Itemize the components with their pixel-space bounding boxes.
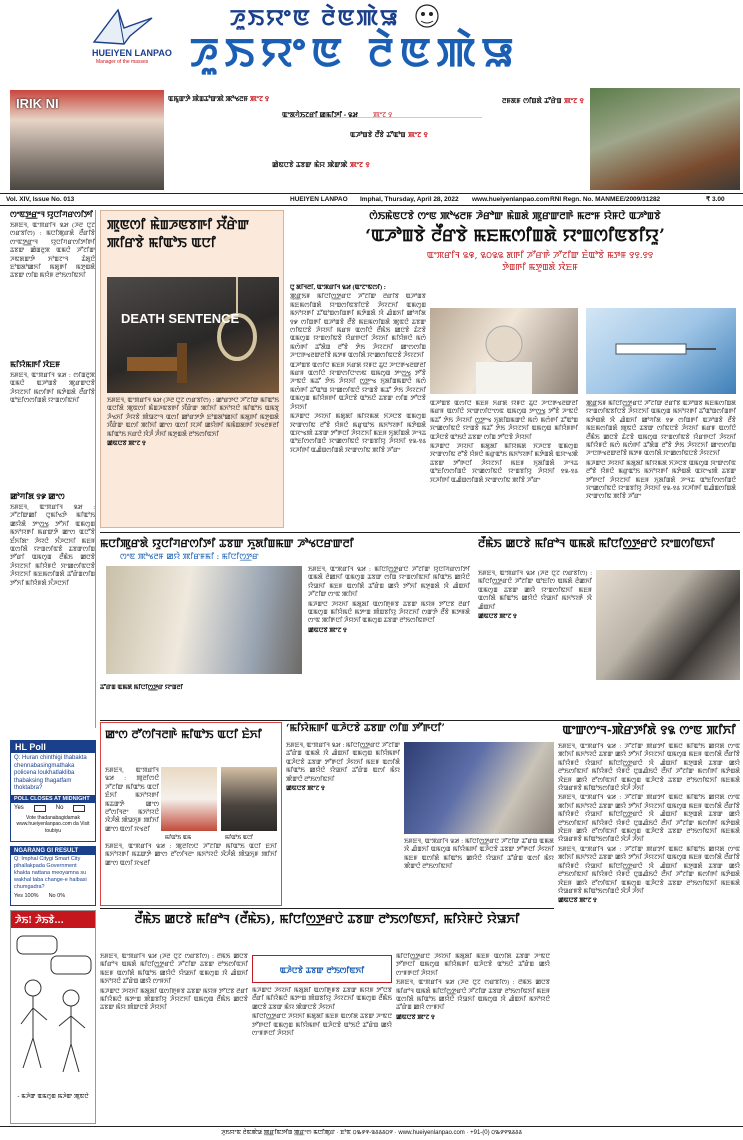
left-item-2[interactable] — [10, 360, 95, 490]
cartoon-caption: - ꯃꯍꯥꯛ ꯑꯃꯁꯨꯡ ꯃꯍꯥꯛ ꯄꯨꯟꯅꯥ — [17, 1093, 89, 1100]
title-top: ꯍꯨꯏꯌꯦꯟ ꯂꯥꯟꯄꯥꯎ — [230, 5, 400, 31]
bb2-body: ꯏꯝꯐꯥꯜ, ꯑꯦꯞꯔꯤꯜ ꯲꯷ : ꯃꯤꯅꯤꯁ꯭ꯇꯔꯅꯥ ꯍꯧꯖꯤꯛ ꯊꯧꯔꯥꯡ ꯑꯃꯗꯥ ꯋꯥ ꯉꯥꯡꯈꯤ ꯑꯃꯁꯨꯡ ꯃꯤꯌꯥꯃꯒꯤ ꯑꯍꯥꯅꯕꯥ ꯊꯕꯛ ꯇꯧꯒꯅꯤ ꯍꯥꯌꯈꯤ ꯃꯐꯝ ꯑꯁꯤꯗꯥ ꯃꯤꯑꯣꯏ ꯀꯌꯥꯅꯥ ꯌꯥꯎꯈꯤ ꯊꯧꯔꯥꯡ ꯑꯁꯤ ꯃꯥꯌ ꯄꯥꯛꯅꯥ ꯂꯣꯏꯁꯤꯟꯈꯤ — [286, 742, 400, 783]
cartoon-box — [10, 910, 96, 1124]
lead-body-b: ꯑꯍꯣꯡꯕꯥ ꯑꯁꯤꯅꯥ ꯃꯐꯝ ꯈꯔꯗꯥ ꯌꯥꯝꯅꯥ ꯊꯨꯅꯥ ꯍꯦꯅꯒꯠꯂꯛꯂꯤ ꯃꯔꯝ ꯑꯁꯤꯅꯥ ꯋꯦꯛꯁꯤꯅꯦꯁꯟ ꯑꯃꯁꯨꯡ ꯇꯦꯁ꯭ꯠ ꯇꯧꯕꯥ ꯍꯦꯟꯅꯥ ꯃꯊꯧ ꯇꯥꯏ ꯍꯥꯌꯈꯤ ꯁ꯭ꯇꯦꯠ ꯈꯨꯗꯤꯡꯃꯛꯅꯥ ꯃꯁꯥ ꯃꯁꯥꯒꯤ ꯊꯧꯑꯣꯡ ꯆꯦꯀꯁꯤꯟꯅꯥ ꯌꯦꯡꯕꯥ ꯃꯊꯧ ꯇꯥꯏ ꯍꯥꯌꯖꯈꯤ ꯑꯃꯁꯨꯡ ꯃꯤꯌꯥꯝꯒꯤ ꯑꯍꯥꯅꯕꯥ ꯑꯣꯏꯅꯥ ꯊꯕꯛ ꯁꯤꯡ ꯇꯧꯅꯕꯥ ꯍꯥꯌꯈꯤ — [290, 361, 426, 411]
left-column — [10, 210, 96, 728]
lead-kicker: ꯁꯥꯏꯃꯥꯟꯅꯕꯥ ꯁꯦꯟ ꯄꯣꯠꯂꯝ ꯍꯥꯔꯣꯛ ꯃꯥꯡꯗꯥ ꯄꯨꯔꯛꯂꯒꯥ ꯃꯂꯦꯝ ꯌꯥꯝꯅꯥ ꯑꯍꯣꯡꯕꯥ — [369, 211, 661, 222]
lead-body-a: ꯄ꯭ꯔꯥꯏꯝ ꯃꯤꯅꯤꯁ꯭ꯇꯔꯅꯥ ꯍꯧꯖꯤꯛ ꯂꯩꯔꯤꯕꯥ ꯑꯍꯣꯡꯕꯥ ꯃꯐꯃꯁꯤꯡꯗꯥ ꯌꯦꯡꯁꯤꯟꯕꯤꯅꯕꯥ ꯍꯥꯌꯖꯈꯤ ꯑꯃꯁꯨꯡ ꯃꯈꯣꯌꯒꯤ ꯊꯧꯑꯣꯡꯁꯤꯡꯒꯤ ꯃꯇꯥꯡꯗꯥ ꯋꯥ ꯉꯥꯡꯈꯤ ꯀꯣꯚꯤꯗ ꯱꯹ ꯁꯤꯡꯒꯤ ꯑꯍꯣꯡꯕꯥ ꯂꯩꯕꯥ ꯃꯐꯃꯁꯤꯡꯗꯥ ꯄꯨꯟꯅꯥ ꯊꯕꯛ ꯁꯤꯟꯅꯕꯥ ꯍꯥꯌꯈꯤ ꯃꯔꯝ ꯑꯁꯤꯅꯥ ꯂꯩꯃꯥꯏ ꯀꯅꯕꯥ ꯊꯥꯖꯕꯥ ꯑꯃꯁꯨꯡ ꯌꯦꯡꯁꯤꯟꯕꯥ ꯌꯥꯔꯒꯅꯤ ꯍꯥꯌꯈꯤ ꯃꯤꯌꯥꯝꯅꯥ ꯃꯁꯥ ꯃꯁꯥꯒꯤ ꯊꯧꯗꯥꯡ ꯂꯧꯕꯥ ꯇꯥꯏ ꯍꯥꯌꯖꯈꯤ ꯀꯦꯁꯁꯤꯡ ꯍꯦꯅꯒꯠꯂꯛꯂꯤꯕꯥ ꯃꯇꯝ ꯑꯁꯤꯗꯥ ꯆꯦꯀꯁꯤꯟꯅꯕꯥ ꯍꯥꯌꯖꯈꯤ — [290, 293, 426, 360]
teaser-text-4[interactable] — [502, 96, 588, 106]
bottom-story-subbox — [252, 955, 392, 983]
crane-logo — [88, 6, 158, 48]
bb3-headline: ꯑꯦꯛꯁꯦꯜ-ꯄꯥꯔꯇꯤꯗꯥ ꯱꯲ ꯁꯦꯟ ꯄꯤꯈꯤ — [562, 723, 736, 737]
bottom-story-headline: ꯂꯩꯃꯥꯏ ꯀꯅꯕꯥ ꯃꯤꯔꯣꯜ (ꯂꯩꯃꯥꯏ), ꯃꯤꯅꯤꯁ꯭ꯇꯔꯅꯥ ꯊꯕꯛ ꯂꯣꯏꯁꯤꯟꯈꯤ, ꯃꯤꯌꯥꯝꯅꯥ ꯌꯥꯎꯈꯤ — [134, 912, 520, 926]
bb3-body: ꯏꯝꯐꯥꯜ, ꯑꯦꯞꯔꯤꯜ ꯲꯷ : ꯍꯧꯖꯤꯛ ꯄꯥꯔꯇꯤ ꯑꯃꯅꯥ ꯃꯤꯑꯣꯏ ꯀꯌꯥꯗꯥ ꯁꯦꯟ ꯄꯤꯈꯤ ꯃꯈꯣꯌꯅꯥ ꯊꯕꯛ ꯀꯌꯥ ꯇꯧꯈꯤ ꯍꯥꯌꯖꯈꯤ ꯑꯃꯁꯨꯡ ꯃꯐꯝ ꯑꯁꯤꯗꯥ ꯂꯩꯔꯤꯕꯥ ꯃꯤꯌꯥꯝꯅꯥ ꯌꯥꯎꯈꯤ ꯃꯤꯅꯤꯁ꯭ꯇꯔꯅꯥ ꯋꯥ ꯉꯥꯡꯈꯤ ꯃꯇꯨꯡꯗꯥ ꯊꯕꯛ ꯀꯌꯥ ꯂꯣꯏꯁꯤꯟꯈꯤ ꯃꯤꯌꯥꯝꯅꯥ ꯌꯥꯝꯅꯥ ꯅꯨꯡꯉꯥꯏꯅꯥ ꯂꯩꯈꯤ ꯍꯧꯖꯤꯛ ꯃꯁꯤꯒꯤ ꯃꯇꯥꯡꯗꯥ ꯋꯥꯐꯝ ꯀꯌꯥ ꯂꯧꯁꯤꯟꯈꯤ ꯑꯃꯁꯨꯡ ꯑꯍꯥꯅꯕꯥ ꯊꯕꯛ ꯂꯣꯏꯁꯤꯟꯈꯤ ꯃꯐꯃꯗꯥ ꯌꯥꯎꯔꯝꯕꯥ ꯃꯤꯑꯣꯏꯁꯤꯡꯅꯥ ꯋꯥꯍꯪ ꯍꯪꯈꯤ — [558, 743, 740, 793]
teaser-strip — [0, 84, 743, 194]
hl-poll-yes-label: Yes — [14, 805, 24, 811]
syringe-icon — [586, 308, 736, 394]
hl-poll-question: Q: Huran chinthigi thabakta chennabasingmathaka policena loukhatlakliba thabaksing thagatfam thoktabra? — [14, 755, 87, 791]
dateline-web[interactable]: www.hueiyenlanpao.com — [472, 196, 550, 203]
left-item-3-head: ꯀꯣꯚꯤꯗ ꯱꯹ ꯀꯦꯁ — [10, 492, 65, 501]
mid-right-photo[interactable] — [596, 570, 740, 680]
bb1-body: ꯏꯝꯐꯥꯜ, ꯑꯦꯞꯔꯤꯜ ꯲꯷ : ꯄꯨꯂꯤꯁꯅꯥ ꯍꯧꯖꯤꯛ ꯃꯤꯑꯣꯏ ꯑꯅꯤ ꯐꯥꯈꯤ ꯃꯈꯣꯌꯒꯤ ꯃꯊꯛꯇꯥ ꯀꯦꯁ ꯂꯧꯁꯤꯜꯂꯦ ꯃꯈꯣꯌꯅꯥ ꯋꯥꯍꯪꯗꯥ ꯄꯥꯎꯈꯨꯝ ꯄꯤꯈꯤ ꯀꯦꯁ ꯑꯁꯤ ꯆꯠꯂꯤ — [105, 767, 159, 833]
teaser-4-text: ꯂꯝꯗꯝ ꯁꯤꯡꯗꯥ ꯊꯧꯔꯥꯡ — [502, 96, 562, 105]
cartoon-drawing — [11, 928, 95, 1088]
bottom-story-cont: ꯀꯥꯟꯅꯕꯥ ꯄꯦꯖ ꯱ — [396, 1013, 435, 1021]
teaser-3-text: ꯀꯥꯟꯅꯕꯥ ꯊꯕꯛ ꯃꯥꯌ ꯄꯥꯛꯄꯥ — [272, 160, 348, 169]
mid-right-cont: ꯀꯥꯟꯅꯕꯥ ꯄꯦꯖ ꯱ — [478, 613, 517, 621]
title-main: ꯍꯨꯏꯌꯦꯟ ꯂꯥꯟꯄꯥꯎ — [190, 29, 520, 76]
teaser-1-text: ꯑꯃꯨꯛꯇꯥ ꯄꯥꯡꯊꯣꯛꯄꯥ ꯄꯣꯠꯂꯝ — [168, 95, 249, 103]
mid-left-headline: ꯃꯅꯤꯄꯨꯔꯗꯥ ꯌꯨꯅꯤꯚꯔꯁꯤꯇꯤ ꯊꯕꯛ ꯈꯨꯗꯤꯡꯃꯛ ꯍꯣꯠꯅꯔꯛꯂꯤ — [100, 537, 354, 550]
hl-poll — [10, 740, 96, 842]
lead-body-c-2: ꯃꯍꯥꯛꯅꯥ ꯍꯥꯌꯈꯤ ꯃꯗꯨꯗꯤ ꯃꯤꯌꯥꯃꯗꯥ ꯈꯪꯍꯅꯕꯥ ꯑꯃꯁꯨꯡ ꯋꯦꯛꯁꯤꯟ ꯂꯧꯕꯥ ꯌꯥꯝꯅꯥ ꯃꯔꯨꯑꯣꯏ ꯃꯈꯣꯌꯒꯤ ꯃꯇꯥꯡꯗꯥ ꯑꯆꯦꯠꯄꯥ ꯊꯕꯛ ꯇꯧꯒꯅꯤ ꯍꯥꯌꯖꯈꯤ ꯃꯐꯝ ꯈꯨꯗꯤꯡꯗꯥ ꯍꯦꯜꯊ ꯑꯣꯐꯤꯁꯁꯤꯡꯅꯥ ꯆꯦꯀꯁꯤꯟꯅꯥ ꯌꯦꯡꯕꯤꯌꯨ ꯍꯥꯌꯈꯤ ꯱꯲-꯱꯴ ꯆꯍꯤꯒꯤ ꯑꯉꯥꯡꯁꯤꯡꯗꯥ ꯋꯦꯛꯁꯤꯟ ꯄꯤꯕꯥ ꯍꯧꯔꯦ — [430, 443, 578, 484]
bottom-story-body2-b: ꯃꯍꯥꯛꯅꯥ ꯍꯥꯌꯈꯤ ꯃꯗꯨꯗꯤ ꯑꯁꯤꯒꯨꯝꯕꯥ ꯊꯕꯛ ꯃꯌꯥꯝ ꯇꯧꯅꯕꯥ ꯂꯩꯔꯤ ꯃꯤꯌꯥꯃꯅꯥ ꯃꯇꯦꯡ ꯄꯥꯡꯕꯤꯌꯨ ꯍꯥꯌꯖꯈꯤ ꯑꯃꯁꯨꯡ ꯂꯩꯃꯥꯏ ꯀꯅꯕꯥ ꯊꯕꯛ ꯃꯥꯌ ꯄꯥꯛꯅꯕꯥ ꯍꯥꯌꯈꯤ — [252, 987, 392, 1011]
bb1-body-2: ꯏꯝꯐꯥꯜ, ꯑꯦꯞꯔꯤꯜ ꯲꯷ : ꯄꯨꯂꯤꯁꯅꯥ ꯍꯧꯖꯤꯛ ꯃꯤꯑꯣꯏ ꯑꯅꯤ ꯐꯥꯈꯤ ꯃꯈꯣꯌꯒꯤ ꯃꯊꯛꯇꯥ ꯀꯦꯁ ꯂꯧꯁꯤꯜꯂꯦ ꯃꯈꯣꯌꯅꯥ ꯋꯥꯍꯪꯗꯥ ꯄꯥꯎꯈꯨꯝ ꯄꯤꯈꯤ ꯀꯦꯁ ꯑꯁꯤ ꯆꯠꯂꯤ — [105, 843, 277, 867]
death-sentence-box[interactable] — [100, 210, 284, 528]
bottom-story-body2: ꯃꯍꯥꯛꯅꯥ ꯍꯥꯌꯈꯤ ꯃꯗꯨꯗꯤ ꯑꯁꯤꯒꯨꯝꯕꯥ ꯊꯕꯛ ꯃꯌꯥꯝ ꯇꯧꯅꯕꯥ ꯂꯩꯔꯤ ꯃꯤꯌꯥꯃꯅꯥ ꯃꯇꯦꯡ ꯄꯥꯡꯕꯤꯌꯨ ꯍꯥꯌꯖꯈꯤ ꯑꯃꯁꯨꯡ ꯂꯩꯃꯥꯏ ꯀꯅꯕꯥ ꯊꯕꯛ ꯃꯥꯌ ꯄꯥꯛꯅꯕꯥ ꯍꯥꯌꯈꯤ — [100, 987, 248, 1012]
death-cont: ꯀꯥꯟꯅꯕꯥ ꯄꯦꯖ ꯱ — [107, 440, 146, 448]
prev-poll — [10, 846, 96, 906]
lead-photo-modi[interactable] — [430, 308, 578, 394]
bottom-box-3[interactable] — [558, 722, 740, 1116]
bb2-photo[interactable] — [404, 742, 554, 834]
lead-byline: ꯅꯨ ꯗꯤꯜꯂꯤ, ꯑꯦꯞꯔꯤꯜ ꯲꯷ (ꯑꯦꯖꯦꯟꯁꯤ) : — [290, 284, 386, 291]
bottom-story-body3: ꯃꯤꯅꯤꯁ꯭ꯇꯔꯅꯥ ꯍꯥꯌꯈꯤ ꯃꯗꯨꯗꯤ ꯃꯐꯝ ꯑꯁꯤꯗꯥ ꯊꯕꯛ ꯍꯦꯟꯅꯥ ꯇꯧꯒꯅꯤ ꯑꯃꯁꯨꯡ ꯃꯤꯌꯥꯃꯒꯤ ꯑꯍꯥꯅꯕꯥ ꯑꯣꯏꯅꯥ ꯊꯧꯔꯥꯡ ꯀꯌꯥ ꯁꯦꯝꯒꯅꯤ ꯍꯥꯌꯈꯤ — [252, 1013, 392, 1038]
hl-poll-no-box[interactable] — [73, 805, 85, 812]
left-item-1-head: ꯁꯦꯟꯇ꯭ꯔꯦꯜ ꯌꯨꯅꯤꯚꯔꯁꯤꯇꯤ — [10, 210, 93, 219]
hl-poll-no-label: No — [55, 805, 64, 811]
dateline-vol: Vol. XIV, Issue No. 013 — [6, 196, 75, 203]
teaser-1-page: ꯄꯦꯖ ꯱ — [249, 95, 269, 103]
prev-poll-question: Q: Imphal Citygi Smart City pihallakpada Government khakta nattana meoyamna su wakhal taba change-e haibasi chumgadra? — [14, 856, 87, 890]
bb3-body-3: ꯏꯝꯐꯥꯜ, ꯑꯦꯞꯔꯤꯜ ꯲꯷ : ꯍꯧꯖꯤꯛ ꯄꯥꯔꯇꯤ ꯑꯃꯅꯥ ꯃꯤꯑꯣꯏ ꯀꯌꯥꯗꯥ ꯁꯦꯟ ꯄꯤꯈꯤ ꯃꯈꯣꯌꯅꯥ ꯊꯕꯛ ꯀꯌꯥ ꯇꯧꯈꯤ ꯍꯥꯌꯖꯈꯤ ꯑꯃꯁꯨꯡ ꯃꯐꯝ ꯑꯁꯤꯗꯥ ꯂꯩꯔꯤꯕꯥ ꯃꯤꯌꯥꯝꯅꯥ ꯌꯥꯎꯈꯤ ꯃꯤꯅꯤꯁ꯭ꯇꯔꯅꯥ ꯋꯥ ꯉꯥꯡꯈꯤ ꯃꯇꯨꯡꯗꯥ ꯊꯕꯛ ꯀꯌꯥ ꯂꯣꯏꯁꯤꯟꯈꯤ ꯃꯤꯌꯥꯝꯅꯥ ꯌꯥꯝꯅꯥ ꯅꯨꯡꯉꯥꯏꯅꯥ ꯂꯩꯈꯤ ꯍꯧꯖꯤꯛ ꯃꯁꯤꯒꯤ ꯃꯇꯥꯡꯗꯥ ꯋꯥꯐꯝ ꯀꯌꯥ ꯂꯧꯁꯤꯟꯈꯤ ꯑꯃꯁꯨꯡ ꯑꯍꯥꯅꯕꯥ ꯊꯕꯛ ꯂꯣꯏꯁꯤꯟꯈꯤ ꯃꯐꯃꯗꯥ ꯌꯥꯎꯔꯝꯕꯥ ꯃꯤꯑꯣꯏꯁꯤꯡꯅꯥ ꯋꯥꯍꯪ ꯍꯪꯈꯤ — [558, 845, 740, 895]
death-headline: ꯄꯨꯟꯁꯤ ꯃꯥꯡꯍꯟꯕꯒꯤ ꯆꯩꯔꯥꯛ ꯄꯤꯔꯕꯥ ꯃꯤꯑꯣꯏ ꯑꯅꯤ — [107, 218, 249, 251]
mid-left-caption: ꯊꯧꯔꯥꯡ ꯑꯃꯗꯥ ꯃꯤꯅꯤꯁ꯭ꯇꯔ ꯌꯦꯡꯂꯤ — [100, 684, 183, 691]
bottom-story[interactable] — [100, 908, 554, 1120]
teaser-text-3[interactable] — [272, 160, 492, 170]
face-mascot-icon — [408, 2, 446, 30]
mid-left-body: ꯏꯝꯐꯥꯜ, ꯑꯦꯞꯔꯤꯜ ꯲꯷ : ꯃꯤꯅꯤꯁ꯭ꯇꯔꯅꯥ ꯍꯧꯖꯤꯛ ꯌꯨꯅꯤꯚꯔꯁꯤꯇꯤ ꯑꯃꯗꯥ ꯂꯥꯀꯈꯤ ꯑꯃꯁꯨꯡ ꯊꯕꯛ ꯁꯤꯡ ꯌꯦꯡꯁꯤꯟꯈꯤ ꯃꯤꯑꯣꯏ ꯀꯌꯥꯅꯥ ꯌꯥꯎꯈꯤ ꯃꯐꯝ ꯑꯁꯤꯗꯥ ꯊꯧꯔꯥꯡ ꯀꯌꯥ ꯇꯧꯈꯤ ꯃꯇꯨꯡꯗꯥ ꯋꯥ ꯉꯥꯡꯈꯤ ꯍꯧꯖꯤꯛ ꯁꯦꯟ ꯄꯤꯈꯤ — [308, 566, 470, 599]
left-item-3-body: ꯏꯝꯐꯥꯜ, ꯑꯦꯞꯔꯤꯜ ꯲꯷ : ꯍꯧꯖꯤꯛꯀꯤ ꯅꯨꯃꯤꯠꯇꯥ ꯃꯤꯑꯣꯏ ꯀꯌꯥꯗꯥ ꯇꯦꯁ꯭ꯠ ꯇꯧꯈꯤ ꯑꯃꯁꯨꯡ ꯃꯈꯣꯌꯒꯤ ꯃꯔꯛꯇꯥ ꯀꯦꯁ ꯑꯅꯧꯕꯥ ꯐꯪꯈꯤꯗꯦ ꯍꯥꯌꯅꯥ ꯈꯪꯍꯅꯈꯤ ꯃꯐꯝ ꯑꯁꯤꯗꯥ ꯌꯦꯡꯁꯤꯟꯕꯥ ꯊꯕꯛꯁꯤꯡ ꯇꯧꯔꯤ ꯑꯃꯁꯨꯡ ꯂꯩꯃꯥꯏ ꯀꯅꯕꯥ ꯍꯥꯌꯖꯈꯤ ꯃꯤꯌꯥꯝꯅꯥ ꯆꯦꯀꯁꯤꯟꯅꯕꯥ ꯍꯥꯌꯖꯈꯤ ꯃꯐꯃꯁꯤꯡꯗꯥ ꯊꯧꯔꯥꯡꯁꯤꯡ ꯇꯧꯈꯤ ꯃꯤꯌꯥꯝꯗꯥ ꯈꯪꯍꯅꯈꯤ — [10, 504, 95, 587]
bottom-box-1[interactable] — [100, 722, 282, 906]
bb2-headline: ‘ꯃꯤꯌꯥꯃꯒꯤ ꯑꯍꯥꯅꯕꯥ ꯊꯕꯛ ꯁꯤꯡ ꯇꯧꯒꯅꯤ’ — [286, 723, 445, 734]
bb3-cont: ꯀꯥꯟꯅꯕꯥ ꯄꯦꯖ ꯱ — [558, 897, 597, 905]
box1-page: ꯄꯦꯖ ꯱ — [372, 112, 393, 119]
bb1-headline: ꯀꯦꯁ ꯂꯧꯁꯤꯜꯂꯒꯥ ꯃꯤꯑꯣꯏ ꯑꯅꯤ ꯐꯥꯈꯤ — [105, 728, 262, 741]
gavel-noose-icon — [107, 277, 279, 393]
dateline-rni: RNI Regn. No. MANMEE/2009/31282 — [550, 196, 661, 203]
bb1-cap-1: ꯃꯤꯑꯣꯏ ꯑꯃ — [165, 835, 192, 841]
prev-poll-yes: Yes 100% — [14, 893, 39, 899]
left-item-1-body: ꯏꯝꯐꯥꯜ, ꯑꯦꯞꯔꯤꯜ ꯲꯷ (ꯍꯂ ꯅꯨꯖ ꯁꯔꯕꯤꯁ) : ꯃꯅꯤꯄꯨꯔꯗꯥ ꯂꯩꯔꯤꯕꯥ ꯁꯦꯟꯇ꯭ꯔꯦꯜ ꯌꯨꯅꯤꯚꯔꯁꯤꯇꯤꯒꯤ ꯊꯕꯛ ꯀꯥꯡꯂꯨꯞ ꯑꯃꯅꯥ ꯍꯧꯖꯤꯛ ꯍꯟꯗꯛꯇꯥ ꯈꯣꯡꯖꯦꯜ ꯊꯥꯗꯨꯅꯥ ꯐꯣꯡꯗꯣꯀꯈꯤ ꯃꯗꯨꯒꯤ ꯃꯇꯨꯡꯗꯥ ꯊꯕꯛ ꯁꯤꯡ ꯃꯌꯥꯝ ꯂꯣꯏꯁꯤꯟꯈꯤ — [10, 222, 95, 280]
lead-subhead: ꯑꯦꯞꯔꯤꯜ ꯲꯶, ꯲꯰꯲꯲ ꯗꯒꯤ ꯍꯧꯔꯒꯥ ꯍꯧꯖꯤꯛ ꯐꯥꯑꯣꯕꯥ ꯃꯇꯝ ꯱꯱.꯱꯱ ꯇꯥꯡꯒꯤ ꯃꯇꯨꯡꯗꯥ ꯋꯥꯐꯝ — [426, 251, 654, 273]
dateline-date: Imphal, Thursday, April 28, 2022 — [360, 196, 459, 203]
death-image-label: DEATH SENTENCE — [121, 311, 240, 326]
teaser-photo-right[interactable] — [590, 88, 740, 190]
cartoon-title: ꯍꯥꯏ! ꯍꯥꯏꯕꯥ... — [11, 911, 95, 928]
bb2-cont: ꯀꯥꯟꯅꯕꯥ ꯄꯦꯖ ꯱ — [286, 785, 325, 793]
death-body: ꯏꯝꯐꯥꯜ, ꯑꯦꯞꯔꯤꯜ ꯲꯷ (ꯍꯂ ꯅꯨꯖ ꯁꯔꯕꯤꯁ) : ꯀꯣꯔꯇꯅꯥ ꯍꯧꯖꯤꯛ ꯃꯤꯑꯣꯏ ꯑꯅꯤꯗꯥ ꯄꯨꯟꯁꯤ ꯃꯥꯡꯍꯟꯕꯒꯤ ꯆꯩꯔꯥꯛ ꯄꯤꯈꯤ ꯃꯈꯣꯌꯅꯥ ꯃꯤꯑꯣꯏ ꯑꯃꯕꯨ ꯍꯥꯠꯈꯤ ꯍꯥꯌꯕꯥ ꯄꯥꯎꯖꯦꯜ ꯑꯁꯤ ꯀꯣꯔꯇꯇꯥ ꯐꯣꯡꯗꯣꯀꯈꯤ ꯃꯗꯨꯒꯤ ꯃꯇꯨꯡꯗꯥ ꯆꯩꯔꯥꯛ ꯑꯁꯤ ꯄꯤꯈꯤ ꯀꯦꯁ ꯑꯁꯤ ꯆꯍꯤ ꯀꯌꯥꯒꯤ ꯃꯃꯥꯡꯗꯒꯤ ꯆꯠꯂꯝꯂꯤ ꯃꯤꯑꯣꯏ ꯈꯔꯅꯥ ꯋꯥꯍꯪ ꯍꯪꯈꯤ ꯃꯇꯨꯡꯗꯥ ꯂꯣꯏꯁꯤꯟꯈꯤ — [107, 397, 279, 438]
teaser-2-page: ꯄꯦꯖ ꯱ — [408, 130, 428, 139]
hl-poll-closes: POLL CLOSES AT MIDNIGHT — [11, 795, 95, 803]
bb1-photo-2[interactable] — [221, 767, 277, 831]
lead-body-c: ꯃꯍꯥꯛꯅꯥ ꯍꯥꯌꯈꯤ ꯃꯗꯨꯗꯤ ꯃꯤꯌꯥꯃꯗꯥ ꯈꯪꯍꯅꯕꯥ ꯑꯃꯁꯨꯡ ꯋꯦꯛꯁꯤꯟ ꯂꯧꯕꯥ ꯌꯥꯝꯅꯥ ꯃꯔꯨꯑꯣꯏ ꯃꯈꯣꯌꯒꯤ ꯃꯇꯥꯡꯗꯥ ꯑꯆꯦꯠꯄꯥ ꯊꯕꯛ ꯇꯧꯒꯅꯤ ꯍꯥꯌꯖꯈꯤ ꯃꯐꯝ ꯈꯨꯗꯤꯡꯗꯥ ꯍꯦꯜꯊ ꯑꯣꯐꯤꯁꯁꯤꯡꯅꯥ ꯆꯦꯀꯁꯤꯟꯅꯥ ꯌꯦꯡꯕꯤꯌꯨ ꯍꯥꯌꯈꯤ ꯱꯲-꯱꯴ ꯆꯍꯤꯒꯤ ꯑꯉꯥꯡꯁꯤꯡꯗꯥ ꯋꯦꯛꯁꯤꯟ ꯄꯤꯕꯥ ꯍꯧꯔꯦ — [290, 413, 426, 454]
brand-tagline: Manager of the masses — [96, 59, 149, 65]
middle-left-story[interactable] — [100, 536, 474, 682]
brand-small: HUEIYEN LANPAO — [92, 48, 172, 58]
bb2-body-2: ꯏꯝꯐꯥꯜ, ꯑꯦꯞꯔꯤꯜ ꯲꯷ : ꯃꯤꯅꯤꯁ꯭ꯇꯔꯅꯥ ꯍꯧꯖꯤꯛ ꯊꯧꯔꯥꯡ ꯑꯃꯗꯥ ꯋꯥ ꯉꯥꯡꯈꯤ ꯑꯃꯁꯨꯡ ꯃꯤꯌꯥꯃꯒꯤ ꯑꯍꯥꯅꯕꯥ ꯊꯕꯛ ꯇꯧꯒꯅꯤ ꯍꯥꯌꯈꯤ ꯃꯐꯝ ꯑꯁꯤꯗꯥ ꯃꯤꯑꯣꯏ ꯀꯌꯥꯅꯥ ꯌꯥꯎꯈꯤ ꯊꯧꯔꯥꯡ ꯑꯁꯤ ꯃꯥꯌ ꯄꯥꯛꯅꯥ ꯂꯣꯏꯁꯤꯟꯈꯤ — [404, 838, 554, 871]
teaser-4-page: ꯄꯦꯖ ꯱ — [563, 96, 584, 105]
left-item-1[interactable] — [10, 210, 95, 358]
speaker-photo — [430, 308, 578, 394]
hl-poll-vote-note[interactable]: Vote thadanabagidamak www.hueiyenlanpao.com da Visit toubiyu — [16, 814, 90, 834]
dateline-name: HUEIYEN LANPAO — [290, 196, 348, 203]
left-item-2-head: ꯃꯤꯌꯥꯃꯒꯤ ꯋꯥꯐꯝ — [10, 360, 61, 369]
dateline-price: ₹ 3.00 — [706, 196, 725, 203]
teaser-text-2[interactable] — [350, 130, 500, 140]
teaser-text-1[interactable] — [168, 94, 278, 178]
hl-poll-yes-box[interactable] — [34, 805, 46, 812]
bottom-story-body1-b: ꯏꯝꯐꯥꯜ, ꯑꯦꯞꯔꯤꯜ ꯲꯷ (ꯍꯂ ꯅꯨꯖ ꯁꯔꯕꯤꯁ) : ꯂꯩꯃꯥꯏ ꯀꯅꯕꯥ ꯃꯤꯔꯣꯜ ꯑꯃꯗꯥ ꯃꯤꯅꯤꯁ꯭ꯇꯔꯅꯥ ꯍꯧꯖꯤꯛ ꯊꯕꯛ ꯂꯣꯏꯁꯤꯟꯈꯤ ꯃꯐꯝ ꯑꯁꯤꯗꯥ ꯃꯤꯑꯣꯏ ꯀꯌꯥꯅꯥ ꯌꯥꯎꯈꯤ ꯑꯃꯁꯨꯡ ꯋꯥ ꯉꯥꯡꯈꯤ ꯃꯈꯣꯌꯅꯥ ꯊꯧꯔꯥꯡ ꯀꯌꯥ ꯁꯦꯝꯈꯤ — [396, 979, 550, 1012]
origami-bird-icon — [88, 6, 158, 48]
lead-photo-vaccine[interactable] — [586, 308, 736, 394]
bottom-box-2[interactable] — [286, 722, 554, 906]
left-item-3[interactable] — [10, 492, 95, 720]
lead-body-c-3: ꯃꯍꯥꯛꯅꯥ ꯍꯥꯌꯈꯤ ꯃꯗꯨꯗꯤ ꯃꯤꯌꯥꯃꯗꯥ ꯈꯪꯍꯅꯕꯥ ꯑꯃꯁꯨꯡ ꯋꯦꯛꯁꯤꯟ ꯂꯧꯕꯥ ꯌꯥꯝꯅꯥ ꯃꯔꯨꯑꯣꯏ ꯃꯈꯣꯌꯒꯤ ꯃꯇꯥꯡꯗꯥ ꯑꯆꯦꯠꯄꯥ ꯊꯕꯛ ꯇꯧꯒꯅꯤ ꯍꯥꯌꯖꯈꯤ ꯃꯐꯝ ꯈꯨꯗꯤꯡꯗꯥ ꯍꯦꯜꯊ ꯑꯣꯐꯤꯁꯁꯤꯡꯅꯥ ꯆꯦꯀꯁꯤꯟꯅꯥ ꯌꯦꯡꯕꯤꯌꯨ ꯍꯥꯌꯈꯤ ꯱꯲-꯱꯴ ꯆꯍꯤꯒꯤ ꯑꯉꯥꯡꯁꯤꯡꯗꯥ ꯋꯦꯛꯁꯤꯟ ꯄꯤꯕꯥ ꯍꯧꯔꯦ — [586, 459, 736, 501]
divider-lower — [100, 720, 740, 721]
teaser-3-page: ꯄꯦꯖ ꯱ — [349, 160, 370, 169]
bottom-story-body1: ꯏꯝꯐꯥꯜ, ꯑꯦꯞꯔꯤꯜ ꯲꯷ (ꯍꯂ ꯅꯨꯖ ꯁꯔꯕꯤꯁ) : ꯂꯩꯃꯥꯏ ꯀꯅꯕꯥ ꯃꯤꯔꯣꯜ ꯑꯃꯗꯥ ꯃꯤꯅꯤꯁ꯭ꯇꯔꯅꯥ ꯍꯧꯖꯤꯛ ꯊꯕꯛ ꯂꯣꯏꯁꯤꯟꯈꯤ ꯃꯐꯝ ꯑꯁꯤꯗꯥ ꯃꯤꯑꯣꯏ ꯀꯌꯥꯅꯥ ꯌꯥꯎꯈꯤ ꯑꯃꯁꯨꯡ ꯋꯥ ꯉꯥꯡꯈꯤ ꯃꯈꯣꯌꯅꯥ ꯊꯧꯔꯥꯡ ꯀꯌꯥ ꯁꯦꯝꯈꯤ — [100, 953, 248, 986]
teaser-photo-left[interactable]: IRIK NI — [10, 90, 164, 190]
cartoon-mascot — [408, 2, 446, 30]
lead-body-b-2: ꯑꯍꯣꯡꯕꯥ ꯑꯁꯤꯅꯥ ꯃꯐꯝ ꯈꯔꯗꯥ ꯌꯥꯝꯅꯥ ꯊꯨꯅꯥ ꯍꯦꯅꯒꯠꯂꯛꯂꯤ ꯃꯔꯝ ꯑꯁꯤꯅꯥ ꯋꯦꯛꯁꯤꯅꯦꯁꯟ ꯑꯃꯁꯨꯡ ꯇꯦꯁ꯭ꯠ ꯇꯧꯕꯥ ꯍꯦꯟꯅꯥ ꯃꯊꯧ ꯇꯥꯏ ꯍꯥꯌꯈꯤ ꯁ꯭ꯇꯦꯠ ꯈꯨꯗꯤꯡꯃꯛꯅꯥ ꯃꯁꯥ ꯃꯁꯥꯒꯤ ꯊꯧꯑꯣꯡ ꯆꯦꯀꯁꯤꯟꯅꯥ ꯌꯦꯡꯕꯥ ꯃꯊꯧ ꯇꯥꯏ ꯍꯥꯌꯖꯈꯤ ꯑꯃꯁꯨꯡ ꯃꯤꯌꯥꯝꯒꯤ ꯑꯍꯥꯅꯕꯥ ꯑꯣꯏꯅꯥ ꯊꯕꯛ ꯁꯤꯡ ꯇꯧꯅꯕꯥ ꯍꯥꯌꯈꯤ — [430, 400, 578, 441]
bb1-cap-2: ꯃꯤꯑꯣꯏ ꯑꯅꯤ — [225, 835, 254, 841]
bottom-story-subbox-text: ꯑꯍꯥꯅꯕꯥ ꯊꯕꯛ ꯂꯣꯏꯁꯤꯟꯈꯤ — [279, 965, 365, 975]
lead-body-a-3: ꯄ꯭ꯔꯥꯏꯝ ꯃꯤꯅꯤꯁ꯭ꯇꯔꯅꯥ ꯍꯧꯖꯤꯛ ꯂꯩꯔꯤꯕꯥ ꯑꯍꯣꯡꯕꯥ ꯃꯐꯃꯁꯤꯡꯗꯥ ꯌꯦꯡꯁꯤꯟꯕꯤꯅꯕꯥ ꯍꯥꯌꯖꯈꯤ ꯑꯃꯁꯨꯡ ꯃꯈꯣꯌꯒꯤ ꯊꯧꯑꯣꯡꯁꯤꯡꯒꯤ ꯃꯇꯥꯡꯗꯥ ꯋꯥ ꯉꯥꯡꯈꯤ ꯀꯣꯚꯤꯗ ꯱꯹ ꯁꯤꯡꯒꯤ ꯑꯍꯣꯡꯕꯥ ꯂꯩꯕꯥ ꯃꯐꯃꯁꯤꯡꯗꯥ ꯄꯨꯟꯅꯥ ꯊꯕꯛ ꯁꯤꯟꯅꯕꯥ ꯍꯥꯌꯈꯤ ꯃꯔꯝ ꯑꯁꯤꯅꯥ ꯂꯩꯃꯥꯏ ꯀꯅꯕꯥ ꯊꯥꯖꯕꯥ ꯑꯃꯁꯨꯡ ꯌꯦꯡꯁꯤꯟꯕꯥ ꯌꯥꯔꯒꯅꯤ ꯍꯥꯌꯈꯤ ꯃꯤꯌꯥꯝꯅꯥ ꯃꯁꯥ ꯃꯁꯥꯒꯤ ꯊꯧꯗꯥꯡ ꯂꯧꯕꯥ ꯇꯥꯏ ꯍꯥꯌꯖꯈꯤ ꯀꯦꯁꯁꯤꯡ ꯍꯦꯅꯒꯠꯂꯛꯂꯤꯕꯥ ꯃꯇꯝ ꯑꯁꯤꯗꯥ ꯆꯦꯀꯁꯤꯟꯅꯕꯥ ꯍꯥꯌꯖꯈꯤ — [586, 400, 736, 458]
bottom-story-body3-b: ꯃꯤꯅꯤꯁ꯭ꯇꯔꯅꯥ ꯍꯥꯌꯈꯤ ꯃꯗꯨꯗꯤ ꯃꯐꯝ ꯑꯁꯤꯗꯥ ꯊꯕꯛ ꯍꯦꯟꯅꯥ ꯇꯧꯒꯅꯤ ꯑꯃꯁꯨꯡ ꯃꯤꯌꯥꯃꯒꯤ ꯑꯍꯥꯅꯕꯥ ꯑꯣꯏꯅꯥ ꯊꯧꯔꯥꯡ ꯀꯌꯥ ꯁꯦꯝꯒꯅꯤ ꯍꯥꯌꯈꯤ — [396, 953, 550, 977]
prev-poll-title: NGARANG GI RESULT — [11, 847, 95, 855]
mid-left-photo[interactable] — [106, 566, 302, 674]
mid-left-body2: ꯃꯍꯥꯛꯅꯥ ꯍꯥꯌꯈꯤ ꯃꯗꯨꯗꯤ ꯑꯁꯤꯒꯨꯝꯕꯥ ꯊꯕꯛ ꯃꯌꯥꯝ ꯇꯧꯅꯕꯥ ꯂꯩꯔꯤ ꯑꯃꯁꯨꯡ ꯃꯤꯌꯥꯃꯅꯥ ꯃꯇꯦꯡ ꯄꯥꯡꯕꯤꯌꯨ ꯍꯥꯌꯖꯈꯤ ꯁꯛꯇꯥ ꯂꯩꯕꯥ ꯃꯇꯝꯗꯥ ꯁꯦꯟ ꯄꯤꯒꯅꯤ ꯍꯥꯌꯈꯤ ꯑꯃꯁꯨꯡ ꯊꯕꯛ ꯂꯣꯏꯁꯤꯟꯒꯅꯤ — [308, 600, 470, 625]
mid-right-headline: ꯂꯩꯃꯥꯏ ꯀꯅꯕꯥ ꯃꯤꯔꯣꯜ ꯑꯃꯗꯥ ꯃꯤꯅꯤꯁ꯭ꯇꯔꯅꯥ ꯌꯦꯡꯁꯤꯟꯈꯤ — [478, 537, 715, 550]
box-top-right-1[interactable] — [282, 102, 482, 118]
mid-right-body: ꯏꯝꯐꯥꯜ, ꯑꯦꯞꯔꯤꯜ ꯲꯷ (ꯍꯂ ꯅꯨꯖ ꯁꯔꯕꯤꯁ) : ꯃꯤꯅꯤꯁ꯭ꯇꯔꯅꯥ ꯍꯧꯖꯤꯛ ꯑꯣꯐꯤꯁ ꯑꯃꯗꯥ ꯂꯥꯀꯈꯤ ꯑꯃꯁꯨꯡ ꯊꯕꯛ ꯀꯌꯥ ꯌꯦꯡꯁꯤꯟꯈꯤ ꯃꯐꯝ ꯑꯁꯤꯗꯥ ꯃꯤꯑꯣꯏ ꯀꯌꯥꯅꯥ ꯌꯥꯎꯈꯤ ꯃꯈꯣꯌꯒꯥ ꯋꯥ ꯉꯥꯡꯈꯤ — [478, 570, 592, 611]
masthead — [0, 0, 743, 84]
box1-title: ꯑꯦꯗꯚꯥꯏꯖꯔꯤ ꯀꯃꯤꯇꯤ - ꯲꯷ — [282, 112, 358, 119]
left-item-2-body: ꯏꯝꯐꯥꯜ, ꯑꯦꯞꯔꯤꯜ ꯲꯷ : ꯁꯤꯡꯂꯨꯞ ꯑꯃꯅꯥ ꯑꯍꯣꯡꯕꯥ ꯄꯨꯔꯛꯅꯕꯥ ꯍꯥꯌꯖꯈꯤ ꯃꯁꯤꯒꯤ ꯃꯇꯥꯡꯗꯥ ꯂꯩꯔꯤꯕꯥ ꯑꯣꯐꯤꯁꯁꯤꯡꯗꯥ ꯌꯦꯡꯁꯤꯟꯈꯤ — [10, 372, 95, 405]
dateline-bar — [0, 193, 743, 206]
teaser-2-text: ꯑꯍꯣꯡꯕꯥ ꯂꯩꯕꯥ ꯊꯧꯑꯣꯡ — [350, 130, 406, 139]
middle-right-story[interactable] — [478, 536, 740, 716]
bb3-body-2: ꯏꯝꯐꯥꯜ, ꯑꯦꯞꯔꯤꯜ ꯲꯷ : ꯍꯧꯖꯤꯛ ꯄꯥꯔꯇꯤ ꯑꯃꯅꯥ ꯃꯤꯑꯣꯏ ꯀꯌꯥꯗꯥ ꯁꯦꯟ ꯄꯤꯈꯤ ꯃꯈꯣꯌꯅꯥ ꯊꯕꯛ ꯀꯌꯥ ꯇꯧꯈꯤ ꯍꯥꯌꯖꯈꯤ ꯑꯃꯁꯨꯡ ꯃꯐꯝ ꯑꯁꯤꯗꯥ ꯂꯩꯔꯤꯕꯥ ꯃꯤꯌꯥꯝꯅꯥ ꯌꯥꯎꯈꯤ ꯃꯤꯅꯤꯁ꯭ꯇꯔꯅꯥ ꯋꯥ ꯉꯥꯡꯈꯤ ꯃꯇꯨꯡꯗꯥ ꯊꯕꯛ ꯀꯌꯥ ꯂꯣꯏꯁꯤꯟꯈꯤ ꯃꯤꯌꯥꯝꯅꯥ ꯌꯥꯝꯅꯥ ꯅꯨꯡꯉꯥꯏꯅꯥ ꯂꯩꯈꯤ ꯍꯧꯖꯤꯛ ꯃꯁꯤꯒꯤ ꯃꯇꯥꯡꯗꯥ ꯋꯥꯐꯝ ꯀꯌꯥ ꯂꯧꯁꯤꯟꯈꯤ ꯑꯃꯁꯨꯡ ꯑꯍꯥꯅꯕꯥ ꯊꯕꯛ ꯂꯣꯏꯁꯤꯟꯈꯤ ꯃꯐꯃꯗꯥ ꯌꯥꯎꯔꯝꯕꯥ ꯃꯤꯑꯣꯏꯁꯤꯡꯅꯥ ꯋꯥꯍꯪ ꯍꯪꯈꯤ — [558, 794, 740, 844]
footer-bar: ꯍꯨꯏꯌꯦꯟ ꯂꯥꯟꯄꯥꯎ ꯄ꯭ꯔꯤꯟꯇꯤꯡ ꯄ꯭ꯔꯦꯁ ꯃꯅꯤꯄꯨꯔ · ꯐꯣꯟ ꯰꯳꯸꯵-꯲꯴꯴꯴꯰꯵ · www.hueiyenlanpao.com · +91-(0) ꯰꯳꯸꯵꯲꯴꯴꯴ — [0, 1126, 743, 1140]
death-image — [107, 277, 279, 393]
hl-poll-title: HL Poll — [11, 741, 95, 753]
divider-mid — [100, 532, 740, 533]
mid-left-cont: ꯀꯥꯟꯅꯕꯥ ꯄꯦꯖ ꯱ — [308, 626, 347, 634]
bb1-photo-1[interactable] — [161, 767, 217, 831]
mid-left-caption-row — [100, 684, 474, 708]
lead-headline: ‘ꯑꯍꯣꯡꯕꯥ ꯂꯩꯔꯕꯥ ꯃꯐꯃꯁꯤꯡꯗꯥ ꯌꯦꯡꯁꯤꯟꯕꯤꯌꯨ’ — [365, 226, 665, 246]
prev-poll-no: No 0% — [48, 893, 66, 899]
mid-left-kicker: ꯁꯦꯟ ꯄꯣꯠꯂꯝ ꯀꯌꯥ ꯄꯤꯔꯝꯃꯤ : ꯃꯤꯅꯤꯁ꯭ꯇꯔ — [120, 552, 259, 561]
